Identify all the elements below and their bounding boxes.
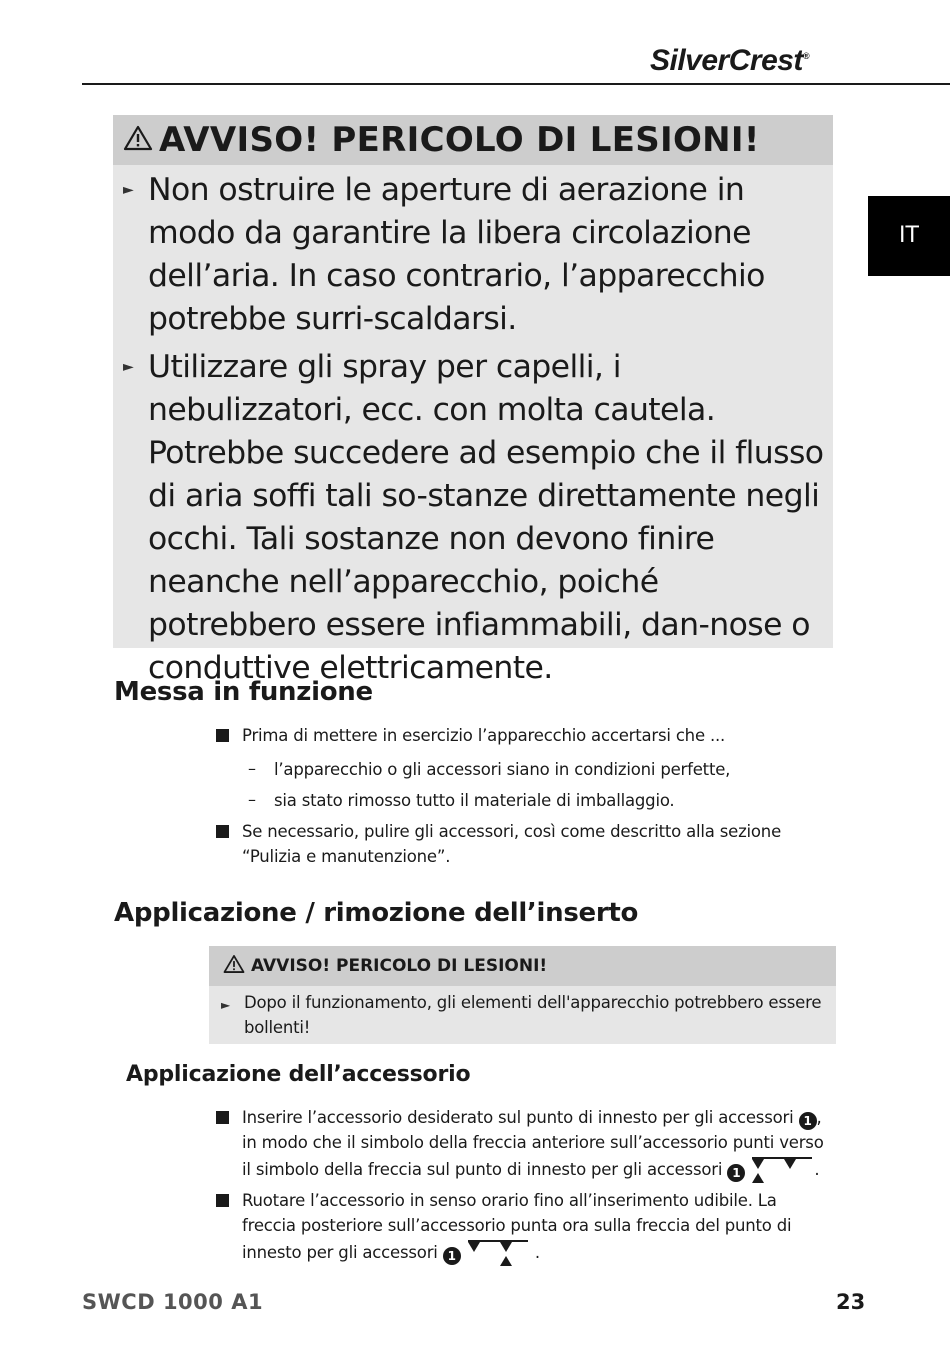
brand-logo [650, 38, 860, 77]
registered-mark: ® [802, 51, 810, 61]
warning-title: AVVISO! PERICOLO DI LESIONI! [251, 956, 548, 976]
warning-item-text: Dopo il funzionamento, gli elementi dell'apparecchio potrebbero essere bollenti! [244, 993, 822, 1037]
step-text [242, 1189, 834, 1276]
callout-number-icon: 1 [799, 1112, 817, 1130]
sub-bullet-text: sia stato rimosso tutto il materiale di imballaggio. [274, 791, 675, 810]
language-tab: IT [868, 196, 950, 276]
bullet-square-icon [216, 729, 229, 742]
warning-item-text: Non ostruire le aperture di aerazione in modo da garantire la libera circolazione dell’aria. In caso contrario, l’apparecchio potrebbe surri-scaldarsi. [148, 172, 765, 337]
step-text-end: . [814, 1160, 820, 1179]
subsection-heading: Applicazione dell’accessorio [126, 1062, 471, 1087]
callout-number-icon: 1 [443, 1247, 461, 1265]
bullet-text: Se necessario, pulire gli accessori, così come descritto alla sezione “Pulizia e manutenzione”. [242, 822, 782, 866]
warning-box-small [209, 946, 836, 1044]
callout-number-icon: 1 [727, 1164, 745, 1182]
warning-triangle-icon [223, 954, 245, 978]
warning-item [113, 346, 833, 690]
footer-model: SWCD 1000 A1 [82, 1290, 264, 1314]
dash-marker: – [248, 759, 256, 778]
step-text-part: , in modo che il simbolo della freccia anteriore sull’accessorio punti verso il simbolo della freccia sul punto di innesto per gli accessori [242, 1108, 824, 1179]
page-number: 23 [836, 1290, 866, 1314]
header-rule [82, 83, 950, 85]
step-text [242, 1106, 834, 1193]
warning-item-text: Utilizzare gli spray per capelli, i nebulizzatori, ecc. con molta cautela. Potrebbe succedere ad esempio che il flusso di aria soffi tali so-stanze direttamente negli occhi. Tali sostanze non devono finire neanche nell’apparecchio, poiché potrebbero essere infiammabili, dan-nose o conduttive elettricamente. [148, 349, 824, 686]
warning-title: AVVISO! PERICOLO DI LESIONI! [159, 120, 760, 160]
brand-name: SilverCrest [650, 44, 803, 77]
warning-triangle-icon [123, 125, 153, 155]
step-text-part: Inserire l’accessorio desiderato sul punto di innesto per gli accessori [242, 1108, 794, 1127]
arrow-alignment-symbol-icon [466, 1238, 530, 1276]
bullet-arrow-icon: ► [123, 359, 134, 375]
bullet-square-icon [216, 1194, 229, 1207]
bullet-arrow-icon: ► [123, 182, 134, 198]
sub-bullet-text: l’apparecchio o gli accessori siano in condizioni perfette, [274, 760, 731, 779]
arrow-alignment-symbol-icon [750, 1155, 814, 1193]
step-text-end: . [534, 1243, 540, 1262]
dash-marker: – [248, 790, 256, 809]
warning-item [113, 169, 833, 341]
bullet-square-icon [216, 1111, 229, 1124]
step-text-part: Ruotare l’accessorio in senso orario fino all’inserimento udibile. La freccia posteriore sull’accessorio punta ora sulla freccia del punto di innesto per gli accessori [242, 1191, 792, 1262]
section-heading: Applicazione / rimozione dell’inserto [114, 898, 639, 928]
bullet-square-icon [216, 825, 229, 838]
warning-header [113, 115, 833, 165]
warning-header [209, 946, 836, 986]
warning-item [209, 986, 836, 1040]
bullet-arrow-icon: ► [221, 998, 231, 1012]
section-heading: Messa in funzione [114, 677, 373, 707]
bullet-text: Prima di mettere in esercizio l’apparecchio accertarsi che ... [242, 726, 726, 745]
warning-box [113, 115, 833, 686]
